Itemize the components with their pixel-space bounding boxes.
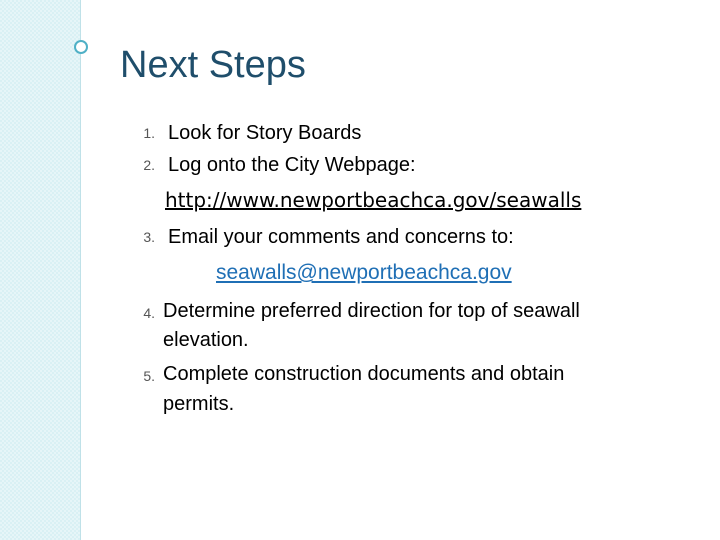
list-item-5: Complete construction documents and obtain: [163, 363, 565, 385]
band-edge-divider: [80, 0, 81, 540]
list-number-1: 1.: [143, 125, 155, 141]
city-webpage-link[interactable]: http://www.newportbeachca.gov/seawalls: [165, 188, 582, 212]
email-link[interactable]: seawalls@newportbeachca.gov: [216, 261, 512, 284]
list-item-1: Look for Story Boards: [168, 122, 362, 144]
ring-ornament-icon: [74, 40, 88, 54]
list-number-3: 3.: [143, 229, 155, 245]
decorative-side-band: [0, 0, 80, 540]
list-item-4: Determine preferred direction for top of seawall: [163, 300, 580, 322]
list-number-5: 5.: [143, 368, 155, 384]
slide-title: Next Steps: [120, 44, 306, 86]
list-item-2: Log onto the City Webpage:: [168, 154, 416, 176]
list-item-5-continued: permits.: [163, 393, 235, 415]
list-number-2: 2.: [143, 157, 155, 173]
list-item-4-continued: elevation.: [163, 329, 249, 351]
list-item-3: Email your comments and concerns to:: [168, 226, 514, 248]
list-number-4: 4.: [143, 305, 155, 321]
